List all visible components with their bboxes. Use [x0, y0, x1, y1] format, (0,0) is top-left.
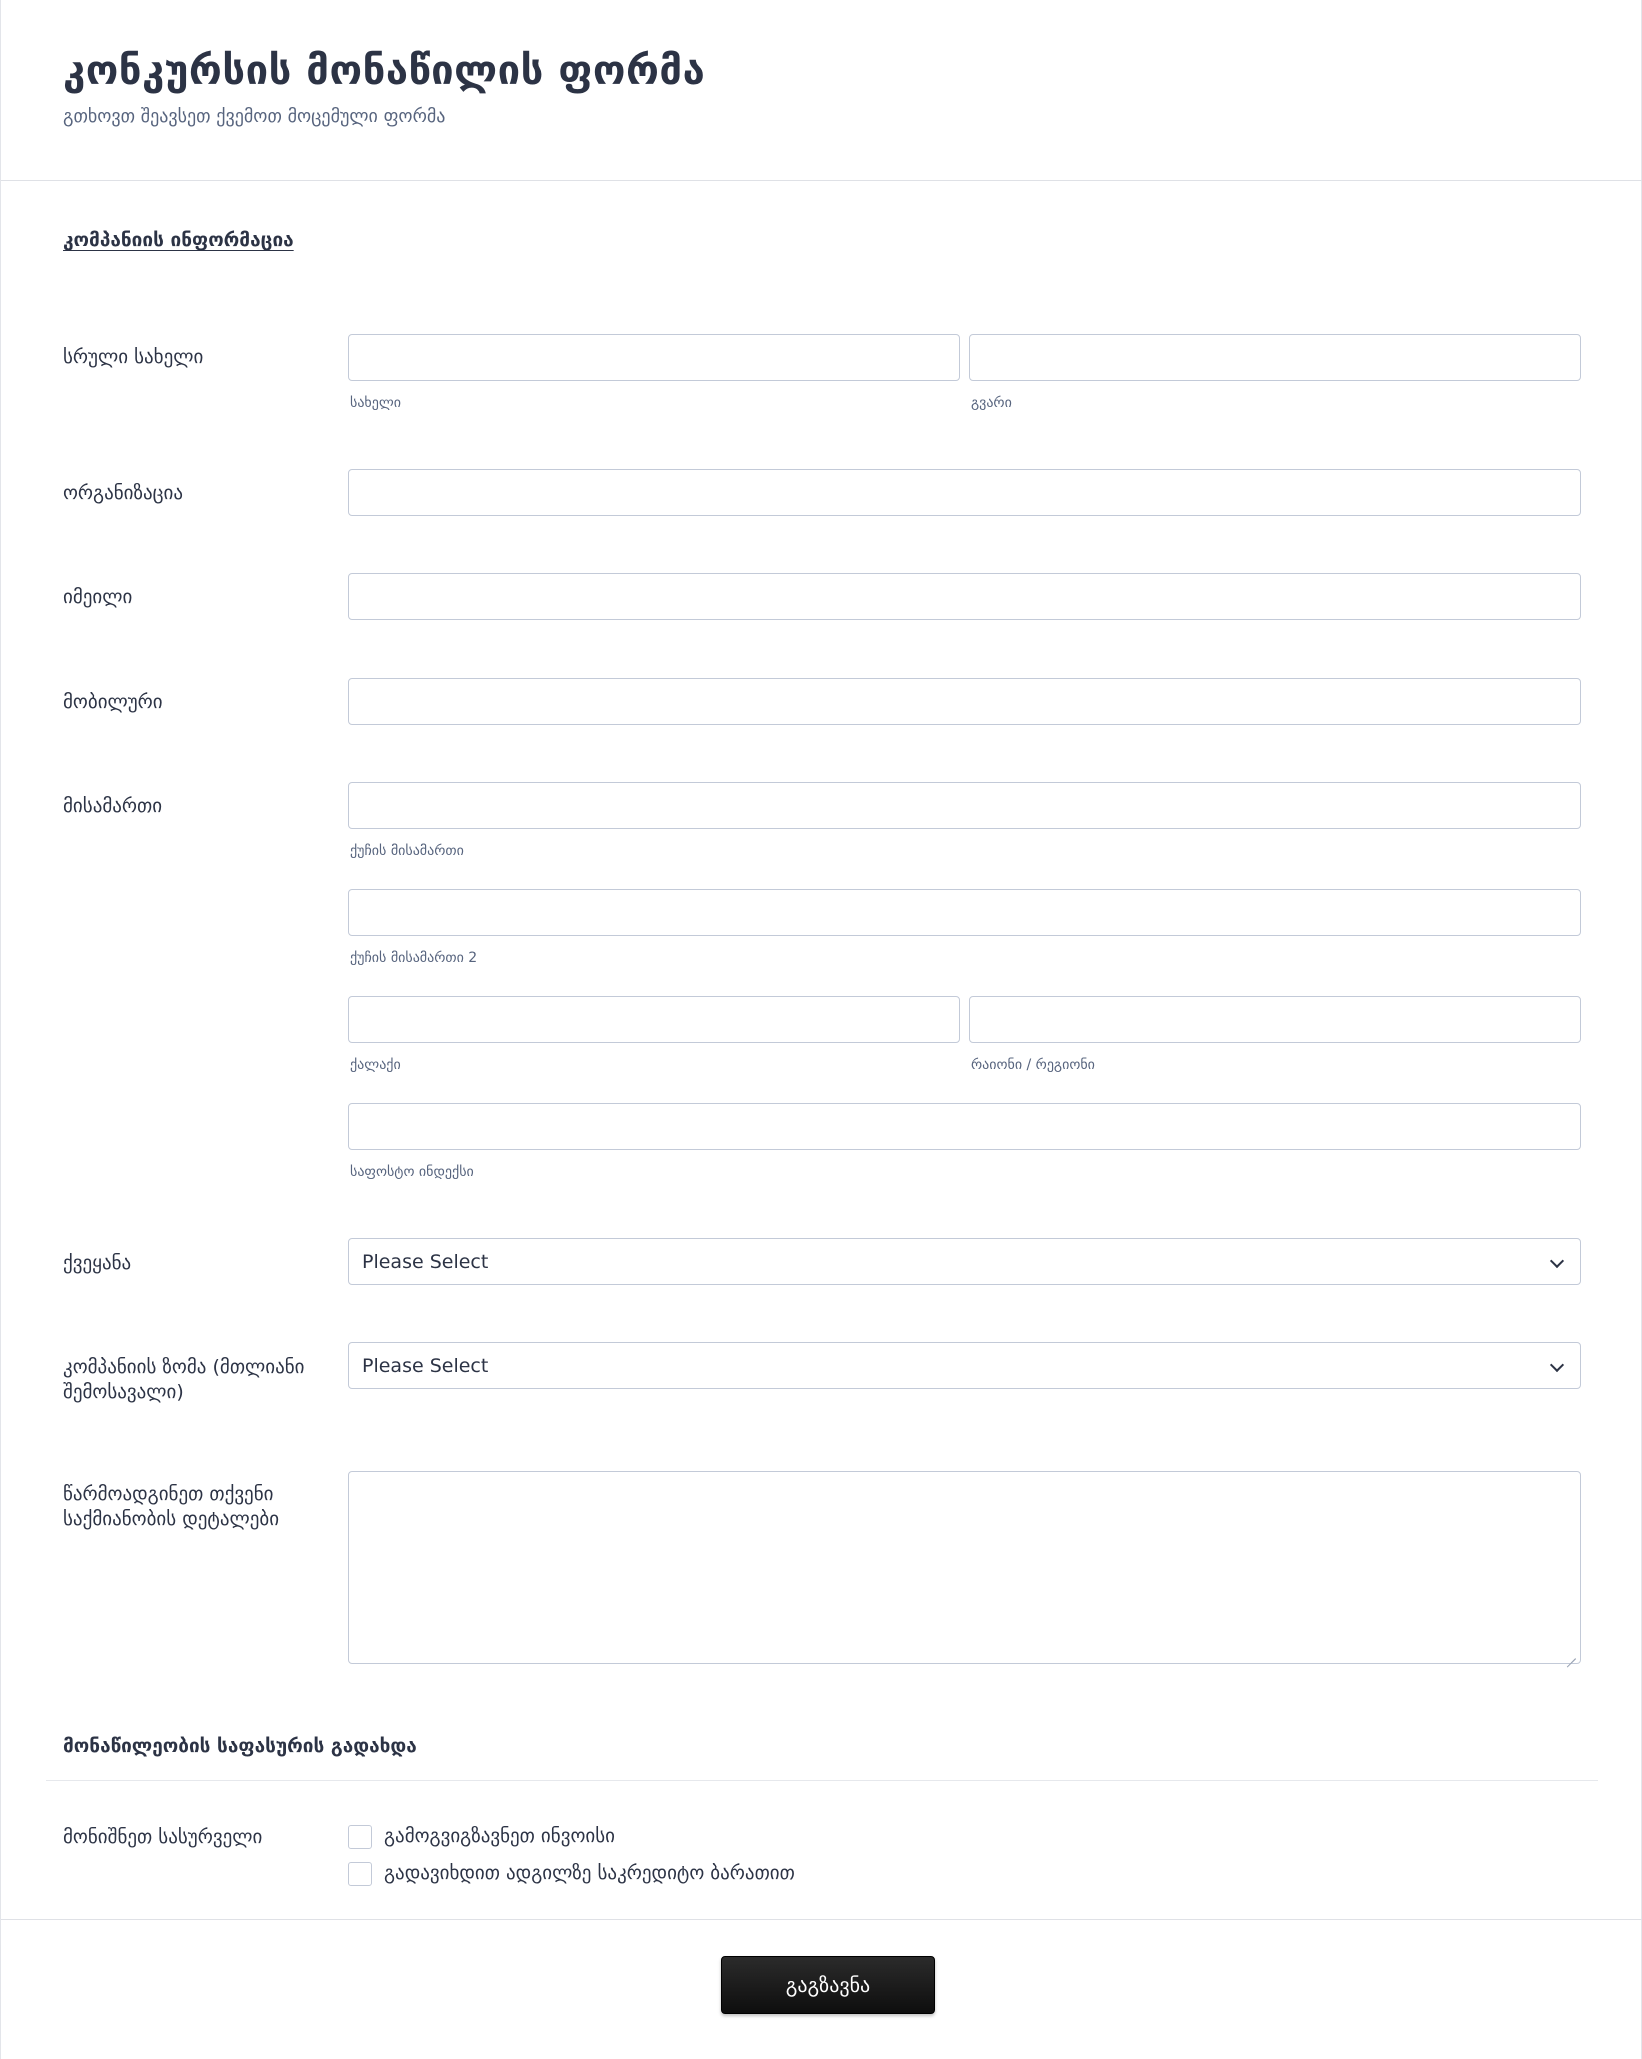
- street-address-2-sublabel: ქუჩის მისამართი 2: [350, 950, 478, 966]
- city-input[interactable]: [348, 996, 960, 1043]
- chevron-down-icon: [1550, 1358, 1564, 1372]
- section-divider: [46, 1780, 1598, 1781]
- credit-card-checkbox[interactable]: [348, 1862, 372, 1886]
- organization-input[interactable]: [348, 469, 1581, 516]
- last-name-input[interactable]: [969, 334, 1581, 381]
- country-select-value: Please Select: [362, 1251, 489, 1273]
- form-subtitle: გთხოვთ შეავსეთ ქვემოთ მოცემული ფორმა: [63, 106, 446, 127]
- mobile-input[interactable]: [348, 678, 1581, 725]
- credit-card-checkbox-label[interactable]: გადავიხდით ადგილზე საკრედიტო ბარათით: [384, 1862, 795, 1884]
- chevron-down-icon: [1550, 1254, 1564, 1268]
- submit-button[interactable]: გაგზავნა: [721, 1956, 935, 2014]
- business-details-textarea[interactable]: [348, 1471, 1581, 1664]
- street-address-sublabel: ქუჩის მისამართი: [350, 843, 464, 859]
- country-select[interactable]: [348, 1238, 1581, 1285]
- mobile-label: მობილური: [63, 691, 163, 713]
- city-sublabel: ქალაქი: [350, 1057, 401, 1073]
- form-header: [1, 0, 1642, 181]
- section-heading-payment: მონაწილეობის საფასურის გადახდა: [63, 1735, 417, 1757]
- company-size-label: კომპანიის ზომა (მთლიანი შემოსავალი): [63, 1356, 305, 1403]
- first-name-input[interactable]: [348, 334, 960, 381]
- street-address-input[interactable]: [348, 782, 1581, 829]
- last-name-sublabel: გვარი: [971, 395, 1012, 411]
- section-heading-company-info: კომპანიის ინფორმაცია: [63, 229, 294, 251]
- company-size-select[interactable]: [348, 1342, 1581, 1389]
- resize-grip-icon[interactable]: [1566, 1649, 1576, 1659]
- postal-code-sublabel: საფოსტო ინდექსი: [350, 1164, 474, 1180]
- organization-label: ორგანიზაცია: [63, 482, 184, 504]
- address-label: მისამართი: [63, 795, 163, 817]
- full-name-label: სრული სახელი: [63, 346, 204, 368]
- invoice-checkbox[interactable]: [348, 1825, 372, 1849]
- form-title: კონკურსის მონაწილის ფორმა: [63, 48, 706, 94]
- email-label: იმეილი: [63, 586, 133, 608]
- country-label: ქვეყანა: [63, 1252, 132, 1274]
- invoice-checkbox-label[interactable]: გამოგვიგზავნეთ ინვოისი: [384, 1825, 615, 1847]
- region-sublabel: რაიონი / რეგიონი: [971, 1057, 1095, 1073]
- first-name-sublabel: სახელი: [350, 395, 401, 411]
- region-input[interactable]: [969, 996, 1581, 1043]
- business-details-label: წარმოადგინეთ თქვენი საქმიანობის დეტალები: [63, 1483, 280, 1530]
- email-input[interactable]: [348, 573, 1581, 620]
- payment-choice-label: მონიშნეთ სასურველი: [63, 1826, 263, 1848]
- street-address-2-input[interactable]: [348, 889, 1581, 936]
- company-size-select-value: Please Select: [362, 1355, 489, 1377]
- form-footer: [1, 1919, 1642, 2059]
- postal-code-input[interactable]: [348, 1103, 1581, 1150]
